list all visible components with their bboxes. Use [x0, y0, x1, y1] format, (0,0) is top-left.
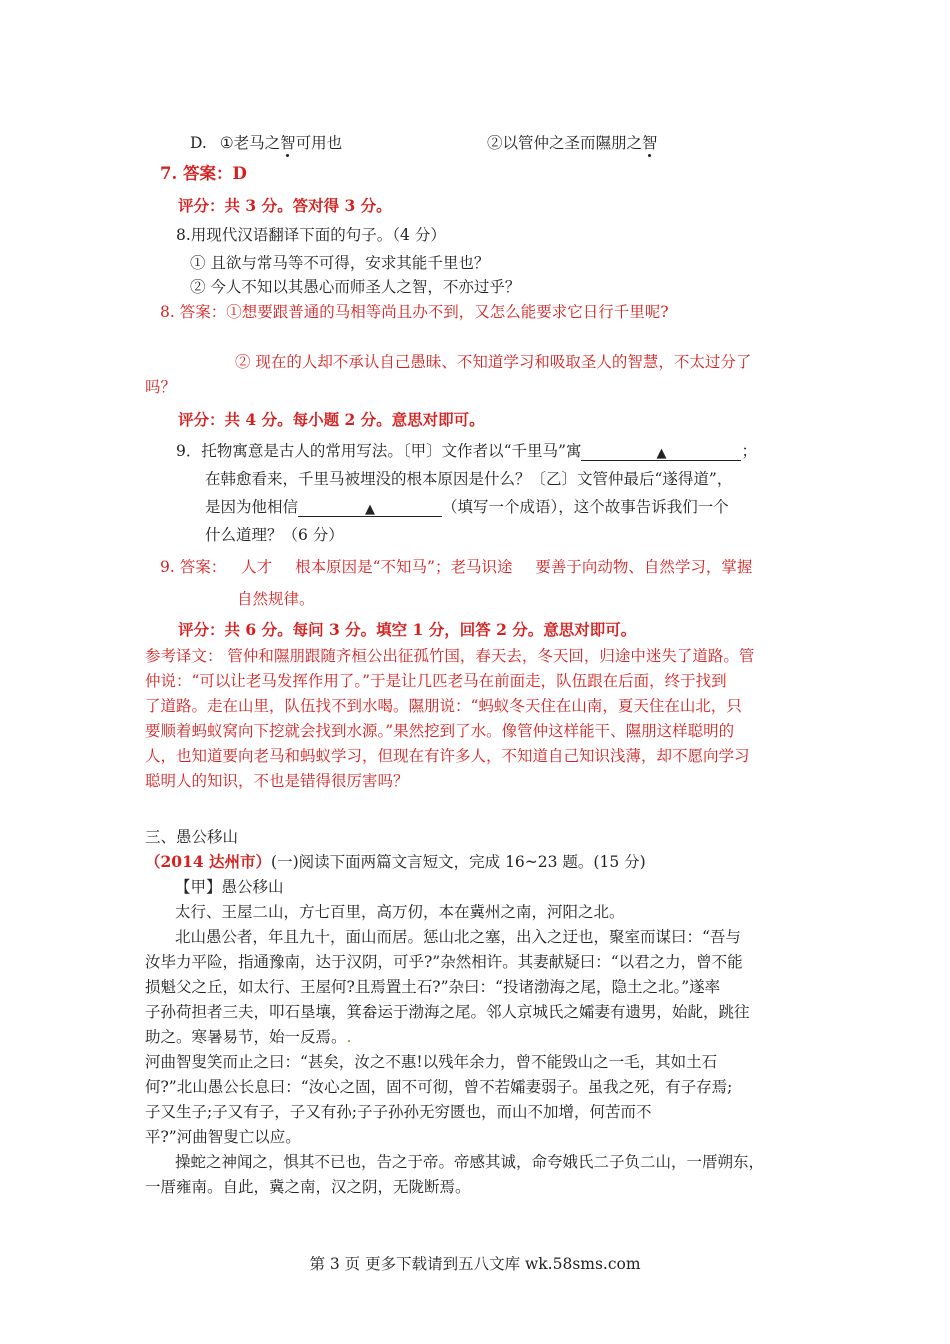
- passage-p2-line-5-text: 助之。寒暑易节，始一反焉。: [145, 1028, 347, 1046]
- passage-p4-line-2: 一厝雍南。自此，冀之南，汉之阴，无陇断焉。: [145, 1178, 471, 1196]
- q9-prompt-line-1: [176, 441, 757, 461]
- q9-answer-part-3: 要善于向动物、自然学习，掌握: [535, 558, 753, 576]
- q9-answer-part-1: 人才: [241, 558, 273, 576]
- q9-blank-2: [298, 498, 442, 517]
- section-heading: 三、愚公移山: [145, 828, 239, 846]
- passage-p4-line-1: 操蛇之神闻之，惧其不已也，告之于帝。帝感其诚，命夸娥氏二子负二山，一厝朔东，: [175, 1153, 765, 1171]
- q7-option-d-part2-text: ②以管仲之圣而隰朋之: [487, 134, 643, 152]
- passage-p2-line-2: 汝毕力平险，指通豫南，达于汉阴，可乎?”杂然相许。其妻献疑曰：“以君之力，曾不能: [145, 953, 743, 971]
- q8-answer-2-line-1: ② 现在的人却不承认自己愚昧、不知道学习和吸取圣人的智慧，不太过分了: [235, 353, 752, 371]
- q8-answer-1: 8. 答案：①想要跟普通的马相等尚且办不到，又怎么能要求它日行千里呢?: [160, 303, 669, 321]
- passage-p1: 太行、王屋二山，方七百里，高万仞，本在冀州之南，河阳之北。: [175, 903, 625, 921]
- q7-option-d-text-a: ①老马之: [219, 134, 281, 152]
- triangle-marker-icon: ▲: [656, 446, 667, 461]
- q8-prompt: 8.用现代汉语翻译下面的句子。（4 分）: [176, 226, 446, 244]
- passage-p3-line-2: 何?”北山愚公长息曰：“汝心之固，固不可彻，曾不若孀妻弱子。虽我之死，有子存焉;: [145, 1078, 733, 1096]
- translation-line-5: 人，也知道要向老马和蚂蚁学习，但现在有许多人，不知道自己知识浅薄，却不愿向学习: [145, 747, 750, 765]
- q9-prompt-end: ；: [741, 442, 757, 460]
- q9-prompt-line-4: 什么道理？（6 分）: [205, 526, 344, 544]
- source-tag: （2014 达州市）: [145, 852, 272, 871]
- q9-answer-part-2: 根本原因是“不知马”；老马识途: [295, 558, 513, 576]
- passage-p3-line-4: 平?”河曲智叟亡以应。: [145, 1128, 301, 1146]
- q9-blank-1: [581, 442, 741, 461]
- passage-jia-title: 【甲】愚公移山: [175, 878, 284, 896]
- page-footer: 第 3 页 更多下载请到五八文库 wk.58sms.com: [309, 1255, 641, 1273]
- q8-answer-2-line-2: 吗？: [145, 378, 177, 396]
- q7-option-d-part2-dotted-char: 智: [642, 134, 658, 152]
- passage-p2-line-3: 损魁父之丘，如太行、王屋何?且焉置土石?”杂曰：“投诸渤海之尾，隐土之北。”遂率: [145, 978, 721, 996]
- passage-p2-line-5-mark: .: [346, 1028, 352, 1046]
- q9-answer-line-2: 自然规律。: [237, 590, 315, 608]
- q7-option-d-dotted-char: 智: [280, 134, 296, 152]
- q8-sentence-1: ① 且欲与常马等不可得，安求其能千里也？: [190, 254, 490, 272]
- passage-p2-line-4: 子孙荷担者三夫，叩石垦壤，箕畚运于渤海之尾。邻人京城氏之孀妻有遗男，始龀，跳往: [145, 1003, 750, 1021]
- passage-p3-line-1: 河曲智叟笑而止之曰：“甚矣，汝之不惠!以残年余力，曾不能毁山之一毛，其如土石: [145, 1053, 718, 1071]
- q7-option-d-text-b: 可用也: [295, 134, 343, 152]
- translation-line-3: 了道路。走在山里，队伍找不到水喝。隰朋说：“蚂蚁冬天住在山南，夏天住在山北，只: [145, 697, 742, 715]
- translation-line-6: 聪明人的知识，不也是错得很厉害吗？: [145, 772, 409, 790]
- q9-prompt-text-a: 9．托物寓意是古人的常用写法。〔甲〕文作者以“千里马”寓: [176, 442, 582, 460]
- passage-p2-line-5: [145, 1027, 351, 1047]
- q8-sentence-2: ② 今人不知以其愚心而师圣人之智，不亦过乎？: [190, 278, 521, 296]
- q9-prompt-text-d: （填写一个成语），这个故事告诉我们一个: [442, 498, 729, 516]
- q8-scoring: 评分：共 4 分。每小题 2 分。意思对即可。: [178, 410, 485, 429]
- q7-option-d-part2: [487, 133, 658, 153]
- translation-line-1: 参考译文： 管仲和隰朋跟随齐桓公出征孤竹国，春天去，冬天回，归途中迷失了道路。管: [145, 647, 755, 665]
- passage-p3-line-3: 子又生子;子又有子，子又有孙;子子孙孙无穷匮也，而山不加增，何苦而不: [145, 1103, 652, 1121]
- q7-option-d-label: D.: [190, 134, 207, 152]
- translation-line-2: 仲说：“可以让老马发挥作用了。”于是让几匹老马在前面走，队伍跟在后面，终于找到: [145, 672, 727, 690]
- passage-p2-line-1: 北山愚公者，年且九十，面山而居。惩山北之塞，出入之迂也，聚室而谋曰：“吾与: [175, 928, 741, 946]
- section-instruction-line: [145, 852, 646, 872]
- translation-line-4: 要顺着蚂蚁窝向下挖就会找到水源。”果然挖到了水。像管仲这样能干、隰朋这样聪明的: [145, 722, 735, 740]
- section-instruction: (一)阅读下面两篇文言短文，完成 16~23 题。(15 分): [271, 853, 646, 871]
- q9-prompt-line-3: [205, 497, 729, 517]
- triangle-marker-icon: ▲: [365, 502, 376, 517]
- q9-answer-label: 9. 答案：: [160, 558, 227, 576]
- q9-prompt-line-2: 在韩愈看来，千里马被埋没的根本原因是什么？〔乙〕文管仲最后“遂得道”，: [205, 470, 733, 488]
- q9-answer-line-1: [160, 557, 752, 577]
- q9-prompt-text-c: 是因为他相信: [205, 498, 299, 516]
- q7-scoring: 评分：共 3 分。答对得 3 分。: [178, 196, 392, 215]
- q7-answer: 7. 答案：D: [160, 164, 247, 183]
- q7-option-d: [190, 133, 342, 153]
- q9-scoring: 评分：共 6 分。每问 3 分。填空 1 分，回答 2 分。意思对即可。: [178, 620, 637, 639]
